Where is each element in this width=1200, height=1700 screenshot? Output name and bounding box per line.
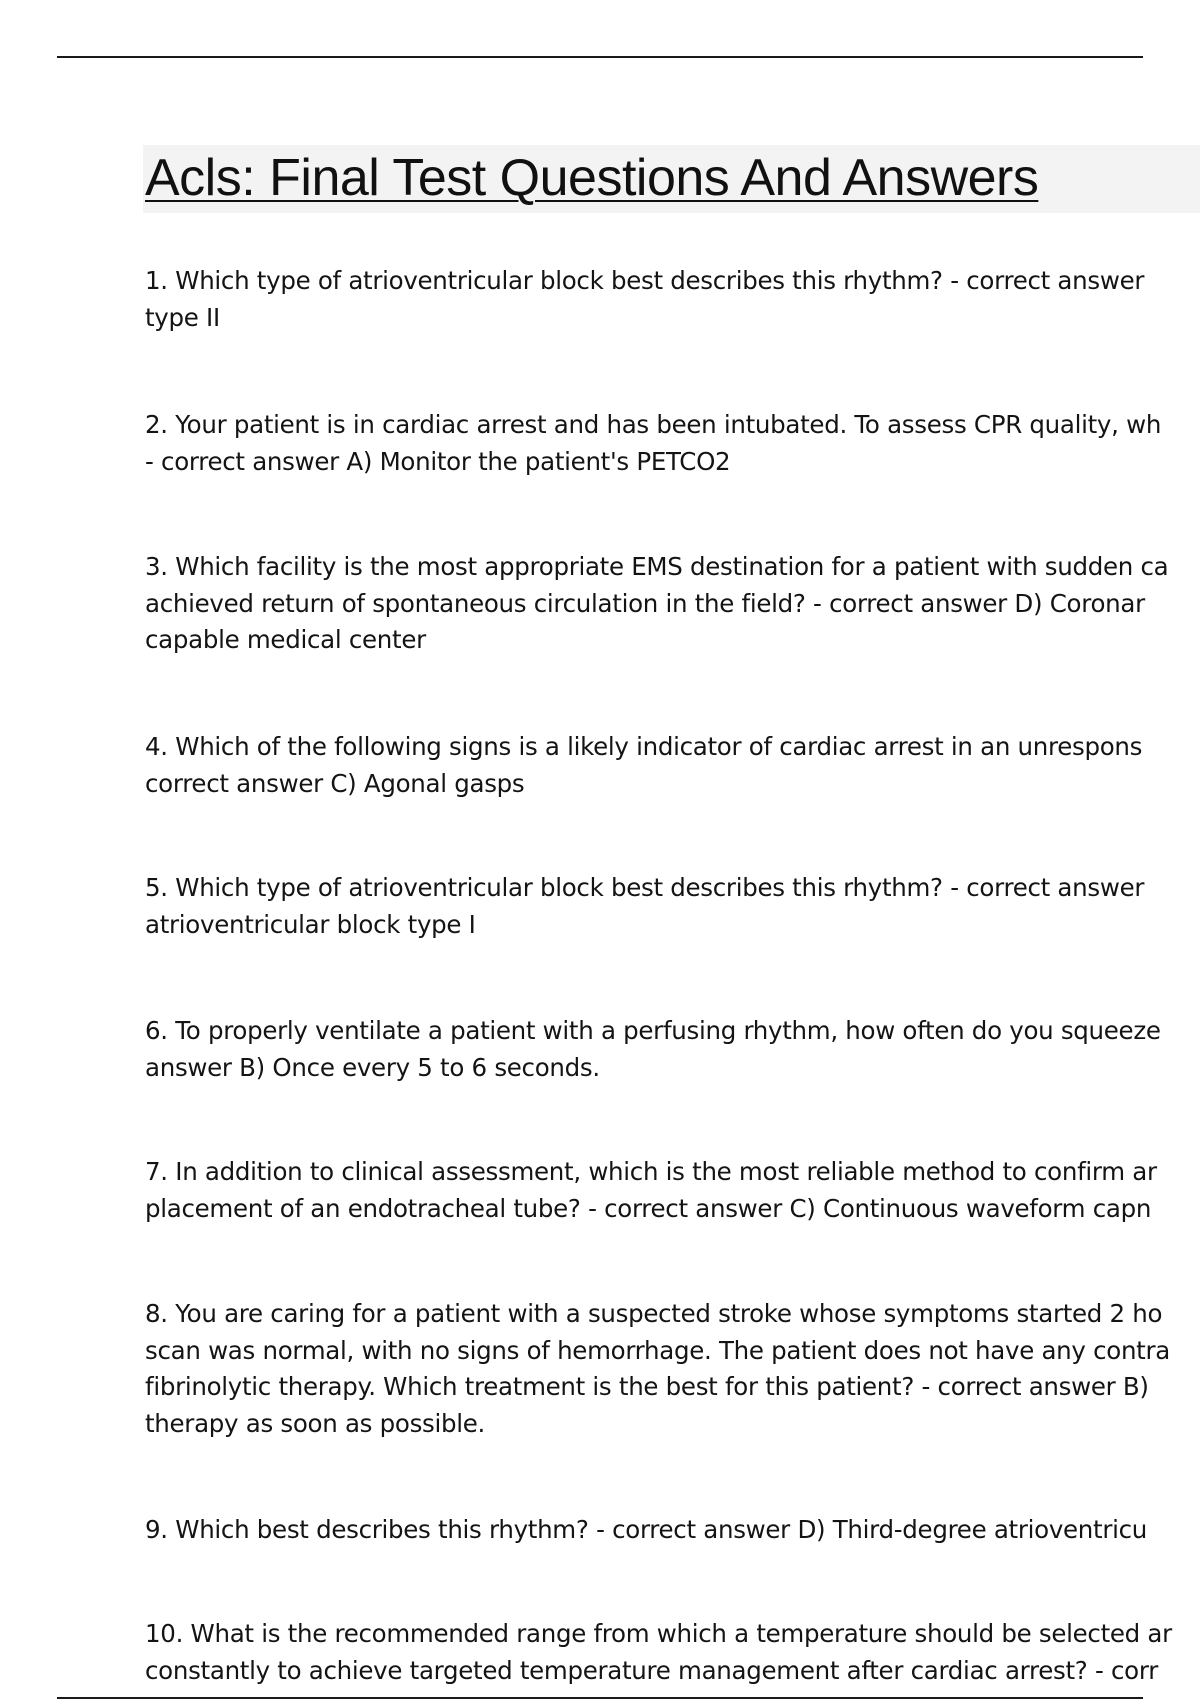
qa-line: capable medical center [145, 625, 426, 654]
qa-line: 8. You are caring for a patient with a suspected stroke whose symptoms started 2 ho [145, 1299, 1163, 1328]
qa-item-7 [145, 1154, 1200, 1227]
qa-line: - correct answer A) Monitor the patient's PETCO2 [145, 446, 731, 476]
qa-line: 4. Which of the following signs is a likely indicator of cardiac arrest in an unrespons [145, 732, 1143, 761]
document-title: Acls: Final Test Questions And Answers [145, 149, 1039, 207]
qa-line: type II [145, 302, 220, 332]
qa-line: answer B) Once every 5 to 6 seconds. [145, 1052, 600, 1082]
qa-line: 10. What is the recommended range from which a temperature should be selected ar [145, 1619, 1172, 1648]
qa-line: therapy as soon as possible. [145, 1408, 486, 1438]
qa-item-5 [145, 870, 1200, 943]
qa-line: 5. Which type of atrioventricular block best describes this rhythm? - correct answer [145, 873, 1145, 902]
top-divider [57, 56, 1143, 58]
qa-line: 2. Your patient is in cardiac arrest and has been intubated. To assess CPR quality, wh [145, 410, 1162, 439]
qa-line: constantly to achieve targeted temperature management after cardiac arrest? - corr [145, 1655, 1158, 1685]
qa-line: atrioventricular block type I [145, 909, 476, 939]
qa-line: correct answer C) Agonal gasps [145, 768, 525, 798]
qa-line: 9. Which best describes this rhythm? - correct answer D) Third-degree atrioventricu [145, 1515, 1148, 1544]
qa-item-1 [145, 263, 1200, 336]
qa-item-8 [145, 1296, 1200, 1442]
qa-item-9 [145, 1512, 1200, 1549]
qa-item-2 [145, 407, 1200, 480]
qa-line: scan was normal, with no signs of hemorrhage. The patient does not have any contra [145, 1335, 1170, 1365]
qa-line: fibrinolytic therapy. Which treatment is the best for this patient? - correct answer B) [145, 1372, 1149, 1401]
qa-line: placement of an endotracheal tube? - correct answer C) Continuous waveform capn [145, 1193, 1152, 1223]
qa-item-3 [145, 549, 1200, 659]
qa-line: 3. Which facility is the most appropriate EMS destination for a patient with sudden ca [145, 552, 1169, 581]
qa-item-4 [145, 729, 1200, 802]
qa-line: 7. In addition to clinical assessment, which is the most reliable method to confirm ar [145, 1157, 1157, 1186]
qa-item-10 [145, 1616, 1200, 1689]
qa-line: achieved return of spontaneous circulation in the field? - correct answer D) Coronar [145, 588, 1145, 618]
qa-line: 6. To properly ventilate a patient with a perfusing rhythm, how often do you squeeze [145, 1016, 1161, 1045]
bottom-divider [57, 1697, 1143, 1699]
qa-line: 1. Which type of atrioventricular block best describes this rhythm? - correct answer [145, 266, 1145, 295]
qa-item-6 [145, 1013, 1200, 1086]
